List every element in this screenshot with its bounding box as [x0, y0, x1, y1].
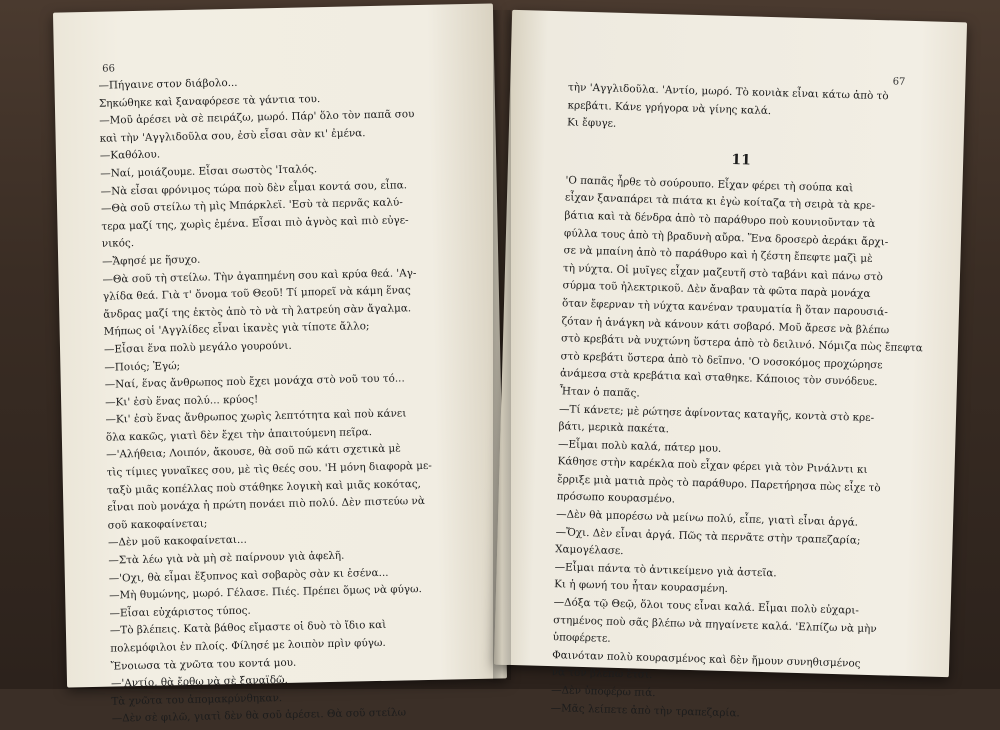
- text-line: Ἔνοιωσα τὰ χνῶτα του κοντά μου.: [110, 656, 297, 673]
- text-line: στημένος ποὺ σᾶς βλέπω νὰ πηγαίνετε καλά. 'Ελπίζω νὰ μὴν: [553, 613, 877, 635]
- text-line: βάτια καὶ τὰ δένδρα ἀπὸ τὸ παράθυρο ποὺ κουνιοῦνταν τὰ: [564, 209, 876, 230]
- text-line: Χαμογέλασε.: [555, 543, 624, 558]
- text-line: τερα μαζί της, χωρὶς ἐμένα. Εἶσαι πιὸ ἁγνὸς καὶ πιὸ εὐγε-: [101, 214, 409, 233]
- text-line: πολεμόφιλοι ἐν πλοίς. Φίλησέ με λοιπὸν πρὶν φύγω.: [110, 636, 386, 655]
- text-line: εἶναι ποὺ μονάχα ἡ πρώτη πονάει πιὸ πολύ. Δὲν πιστεύω νὰ: [107, 495, 425, 514]
- text-line: ἔρριξε μιὰ ματιὰ πρὸς τὸ παράθυρο. Παρετήρησα πὼς εἶχε τὸ: [556, 473, 881, 495]
- text-line: —Μοῦ ἀρέσει νὰ σὲ πειράζω, μωρό. Πάρ' ὅλο τὸν παπᾶ σου: [99, 108, 415, 127]
- right-page-number: 67: [892, 76, 906, 88]
- text-line: —Ποιός; Ἐγώ;: [104, 359, 181, 374]
- text-line: —Καθόλου.: [99, 148, 161, 163]
- text-line: σε νὰ μπαίνη ἀπὸ τὸ παράθυρο καὶ ἡ ζέστη ἔπεφτε μαζὶ μὲ: [563, 244, 873, 266]
- text-line: —'Αλήθεια; Λοιπόν, ἄκουσε, θὰ σοῦ πῶ κάτι σχετικὰ μὲ: [106, 442, 401, 462]
- text-line: Κι ἔφυγε.: [566, 116, 617, 130]
- text-line: φύλλα τους ἀπὸ τὴ βραδυνὴ αὔρα. Ἕνα δροσερὸ ἀεράκι ἄρχι-: [563, 226, 889, 248]
- text-line: —Εἶμαι πάντα τὸ ἀντικείμενο γιὰ ἀστεῖα.: [554, 561, 777, 580]
- left-page: [53, 3, 507, 725]
- text-line: σύρμα τοῦ ἠλεκτρικοῦ. Δὲν ἄναβαν τὰ φῶτα παρὰ μονάχα: [562, 279, 871, 301]
- text-line: —Δὲν θὰ μπορέσω νὰ μείνω πολύ, εἶπε, γιατὶ εἶναι ἀργά.: [555, 508, 859, 529]
- text-line: σοῦ κακοφαίνεται;: [107, 517, 208, 532]
- text-line: τὶς τίμιες γυναῖκες σου, μὲ τὶς θεές σου. 'Η μόνη διαφορὰ με-: [106, 459, 433, 479]
- text-line: —Δὲν μοῦ κακοφαίνεται...: [107, 534, 247, 550]
- text-line: πρόσωπο κουρασμένο.: [556, 490, 676, 506]
- text-line: —'Αντίο, θὰ ἔρθω νὰ σὲ ξαναϊδῶ.: [110, 674, 288, 690]
- text-line: —Ναί, μοιάζουμε. Εἶσαι σωστὸς 'Ιταλός.: [100, 163, 318, 180]
- text-line: Φαινόταν πολὺ κουρασμένος καὶ δὲν ἤμουν συνηθισμένος: [552, 648, 861, 670]
- text-line: —Ἄφησέ με ἥσυχο.: [102, 253, 201, 268]
- right-page-text: [550, 79, 923, 727]
- book-gutter: [493, 10, 511, 680]
- text-line: —Κι' ἐσὺ ἕνας πολύ... κρύος!: [105, 393, 259, 409]
- text-line: —Θὰ σοῦ στείλω τὴ μὶς Μπάρκλεϊ. 'Εσὺ τὰ περνᾶς καλύ-: [100, 196, 403, 215]
- text-line: καὶ τὴν 'Αγγλιδοῦλα σου, ἐσὺ εἶσαι σὰν κι' ἐμένα.: [99, 126, 366, 145]
- right-page: [494, 10, 967, 719]
- text-line: Μήπως οἱ 'Αγγλίδες εἶναι ἱκανὲς γιὰ τίποτε ἄλλο;: [103, 320, 370, 339]
- text-line: Κάθησε στὴν καρέκλα ποὺ εἶχαν φέρει γιὰ τὸν Ρινάλντι κι: [557, 455, 868, 477]
- text-line: γλίδα θεά. Γιὰ τ' ὄνομα τοῦ Θεοῦ! Τί μπορεῖ νὰ κάμη ἕνας: [102, 284, 411, 303]
- text-line: —Στὰ λέω γιὰ νὰ μὴ σὲ παίρνουν γιὰ ἀφελῆ.: [108, 549, 345, 567]
- text-line: ὅλα κακῶς, γιατὶ δὲν ἔχει τὴν ἀπαιτούμενη πεῖρα.: [105, 425, 373, 444]
- text-line: —Θὰ σοῦ τὴ στείλω. Τὴν ἀγαπημένη σου καὶ κρύα θεά. 'Αγ-: [102, 266, 417, 286]
- text-line: —Μᾶς λείπετε ἀπὸ τὴν τραπεζαρία.: [550, 701, 740, 719]
- text-line: —Δόξα τῷ Θεῷ, ὅλοι τους εἶναι καλά. Εἶμαι πολὺ εὐχαρι-: [553, 596, 860, 617]
- text-line: ὑποφέρετε.: [552, 631, 611, 645]
- text-line: —Εἶμαι πολὺ καλά, πάτερ μου.: [557, 437, 722, 455]
- text-line: 'Ο παπᾶς ἦρθε τὸ σούρουπο. Εἶχαν φέρει τὴ σούπα καὶ: [565, 174, 854, 195]
- text-line: τὴ νύχτα. Οἱ μυῖγες εἶχαν μαζευτῆ στὸ ταβάνι καὶ πάνω στὸ: [562, 262, 883, 283]
- text-line: Κι ἡ φωνή του ἦταν κουρασμένη.: [554, 578, 729, 596]
- text-line: —Δὲν ὑποφέρω πιά.: [551, 684, 656, 700]
- left-page-number: 66: [102, 63, 116, 75]
- text-line: —Μὴ θυμώνης, μωρό. Γέλασε. Πιές. Πρέπει ὅμως νὰ φύγω.: [109, 583, 422, 602]
- chapter-number: 11: [731, 151, 752, 169]
- text-line: Ἦταν ὁ παπᾶς.: [559, 385, 640, 400]
- text-line: —Δὲν σὲ φιλῶ, γιατὶ δὲν θὰ σοῦ ἀρέσει. Θὰ σοῦ στείλω: [111, 706, 407, 725]
- text-line: νὰ τὸν βλέπω ἔτσι.: [551, 666, 653, 682]
- text-line: στὸ κρεβάτι νὰ νυχτώνη ὕστερα ἀπὸ τὸ δειλινό. Νόμιζα πὼς ἔπεφτα: [560, 332, 923, 355]
- text-line: ἄνδρας μαζί της ἐκτὸς ἀπὸ τὸ νὰ τὴ λατρεύη σὰν ἄγαλμα.: [103, 301, 412, 321]
- text-line: —Ὄχι. Δὲν εἶναι ἀργά. Πῶς τὰ περνᾶτε στὴν τραπεζαρία;: [555, 525, 861, 547]
- text-line: νικός.: [101, 237, 135, 251]
- text-line: ταξὺ μιᾶς κοπέλλας ποὺ στάθηκε λογικὴ καὶ μιᾶς κοκότας,: [106, 477, 422, 497]
- left-page-text: [98, 70, 474, 728]
- text-line: —Ναί, ἕνας ἄνθρωπος ποὺ ἔχει μονάχα στὸ νοῦ του τό...: [104, 372, 405, 391]
- text-line: —Κι' ἐσὺ ἕνας ἄνθρωπος χωρὶς λεπτότητα καὶ ποὺ κάνει: [105, 407, 407, 426]
- text-line: ἀνάμεσα στὰ κρεβάτια καὶ σταθηκε. Κάποιος τὸν συνόδευε.: [559, 367, 878, 389]
- text-line: κρεβάτι. Κάνε γρήγορα νὰ γίνης καλά.: [567, 98, 772, 117]
- text-line: —Πήγαινε στον διάβολο...: [98, 76, 238, 92]
- text-line: βάτι, μερικὰ πακέτα.: [558, 420, 670, 436]
- text-line: ὅταν ἔφερναν τὴ νύχτα κανέναν τραυματία ἢ ὅταν παρουσιά-: [561, 297, 888, 319]
- text-line: —Εἶσαι εὐχάριστος τύπος.: [109, 604, 251, 620]
- text-line: Σηκώθηκε καὶ ξαναφόρεσε τὰ γάντια του.: [98, 92, 321, 110]
- text-line: —Τί κάνετε; μὲ ρώτησε ἀφίνοντας καταγῆς, κοντὰ στὸ κρε-: [558, 402, 875, 424]
- text-line: εἶχαν ξαναπάρει τὰ πιάτα κι ἐγὼ κοίταζα τὴ σειρὰ τὰ κρε-: [564, 191, 876, 213]
- text-line: —Νὰ εἶσαι φρόνιμος τώρα ποὺ δὲν εἶμαι κοντά σου, εἶπα.: [100, 178, 408, 198]
- text-line: ζόταν ἡ ἀνάγκη νὰ κάνουν κάτι σοβαρό. Μοῦ ἄρεσε νὰ βλέπω: [561, 314, 890, 336]
- text-line: —'Οχι, θὰ εἶμαι ἔξυπνος καὶ σοβαρὸς σὰν κι ἐσένα...: [108, 566, 389, 585]
- text-line: τὴν 'Αγγλιδοῦλα. 'Αντίο, μωρό. Τὸ κονιὰκ εἶναι κάτω ἀπὸ τὸ: [567, 81, 889, 103]
- text-line: Τὰ χνῶτα του ἀπομακρύνθηκαν.: [111, 691, 283, 708]
- text-line: —Εἶσαι ἕνα πολὺ μεγάλο γουρούνι.: [103, 339, 292, 356]
- text-line: —Τὸ βλέπεις. Κατὰ βάθος εἴμαστε οἱ δυὸ τὸ ἴδιο καὶ: [109, 619, 387, 638]
- text-line: στὸ κρεβάτι ὕστερα ἀπὸ τὸ δεῖπνο. 'Ο νοσοκόμος προχώρησε: [560, 349, 883, 371]
